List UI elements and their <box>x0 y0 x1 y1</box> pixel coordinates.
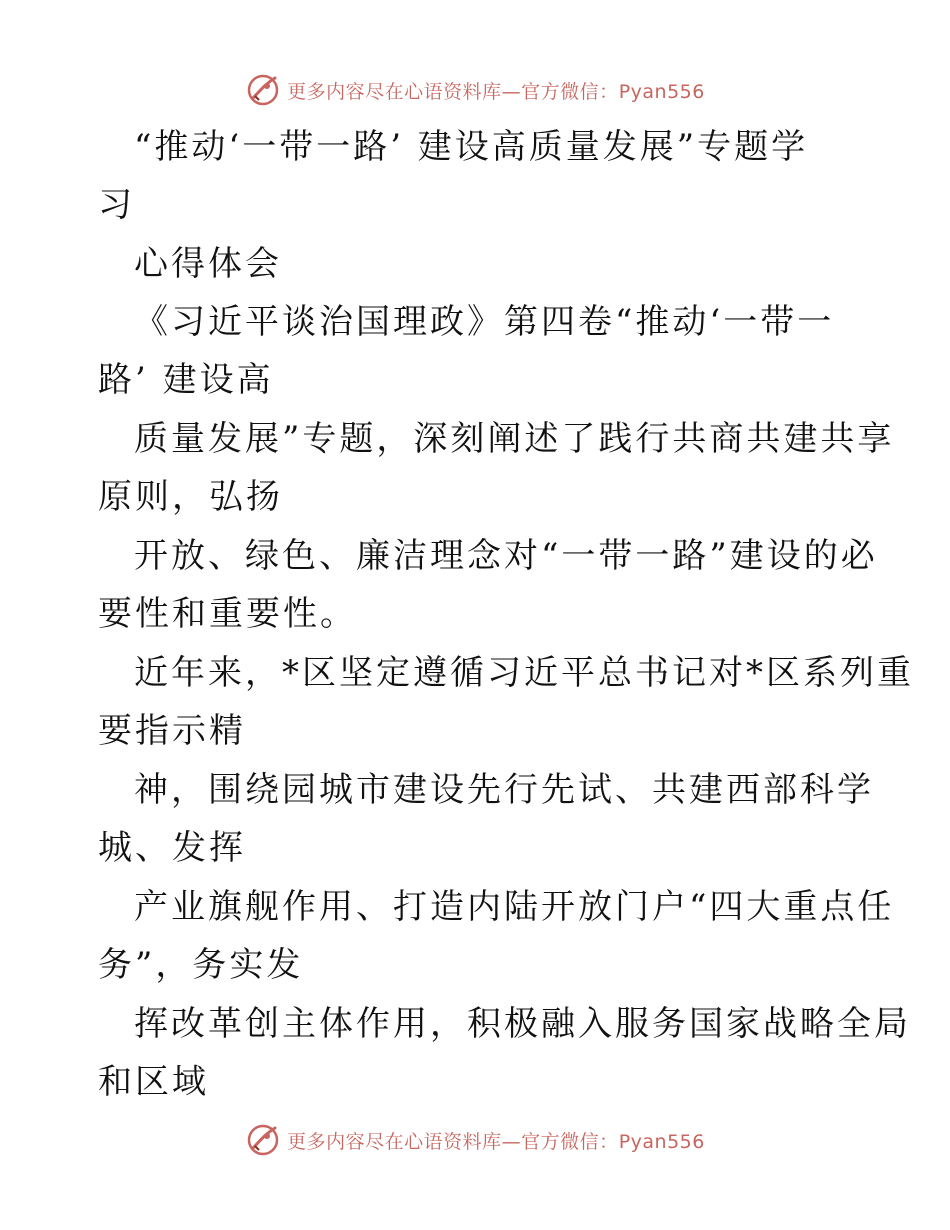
banner-wechat-label: 官方微信： <box>521 1130 619 1153</box>
body-line: 神，围绕园城市建设先行先试、共建西部科学 <box>134 770 874 810</box>
body-line: 和区域 <box>98 1062 209 1102</box>
body-line: 务”，务实发 <box>98 945 304 985</box>
banner-main-text: 更多内容尽在心语资料库 <box>287 1130 502 1153</box>
banner-text <box>287 77 705 104</box>
footer-banner <box>0 1118 950 1162</box>
body-line: 原则，弘扬 <box>98 477 283 517</box>
body-line: 挥改革创主体作用，积极融入服务国家战略全局 <box>134 1004 911 1044</box>
pen-logo-icon <box>245 1122 281 1158</box>
body-line: 产业旗舰作用、打造内陆开放门户“四大重点任 <box>134 887 895 927</box>
body-line: “推动‘一带一路’ 建设高质量发展”专题学 <box>134 127 809 167</box>
body-line: 城、发挥 <box>98 828 246 868</box>
header-banner <box>0 68 950 112</box>
body-line: 《习近平谈治国理政》第四卷“推动‘一带一 <box>134 302 835 342</box>
body-line: 要性和重要性。 <box>98 594 357 634</box>
body-line: 要指示精 <box>98 711 246 751</box>
banner-wechat-id: Pyan556 <box>618 80 705 103</box>
pen-logo-icon <box>245 72 281 108</box>
banner-wechat-id: Pyan556 <box>618 1130 705 1153</box>
banner-main-text: 更多内容尽在心语资料库 <box>287 80 502 103</box>
body-line: 近年来，*区坚定遵循习近平总书记对*区系列重 <box>134 653 914 693</box>
body-line: 心得体会 <box>134 244 282 284</box>
banner-text <box>287 1127 705 1154</box>
banner-wechat-label: 官方微信： <box>521 80 619 103</box>
banner-dash: — <box>501 80 522 103</box>
body-line: 开放、绿色、廉洁理念对“一带一路”建设的必 <box>134 536 878 576</box>
body-line: 质量发展”专题，深刻阐述了践行共商共建共享 <box>134 419 895 459</box>
banner-dash: — <box>501 1130 522 1153</box>
body-line: 路’ 建设高 <box>98 360 274 400</box>
body-line: 习 <box>98 185 135 225</box>
